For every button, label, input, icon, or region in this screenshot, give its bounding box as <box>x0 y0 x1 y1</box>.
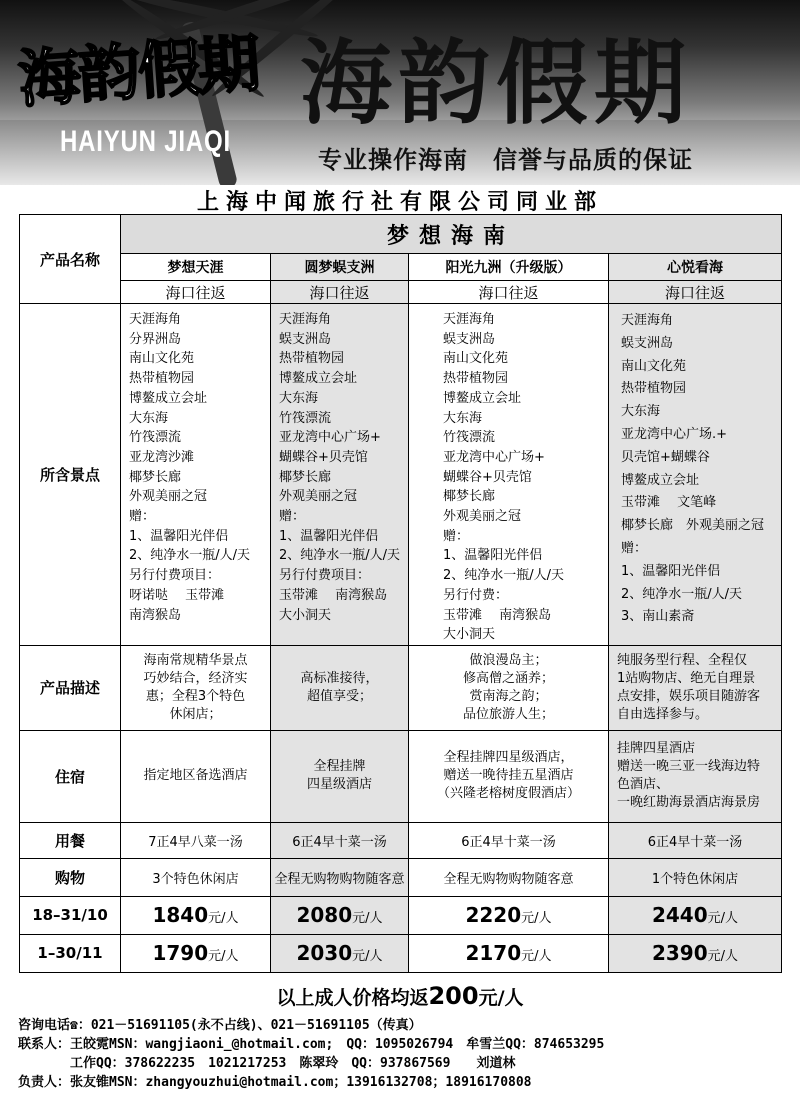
product-route: 海口往返 <box>609 281 782 304</box>
list-item: 2、纯净水一瓶/人/天 <box>621 586 743 602</box>
list-item: 巧妙结合，经济实 <box>143 670 248 686</box>
list-item: 亚龙湾中心广场+ <box>279 430 381 446</box>
product-description <box>271 645 409 730</box>
list-item: 高标准接待， <box>300 670 379 686</box>
list-item: 热带植物园 <box>129 371 195 387</box>
hotel-info <box>609 730 782 822</box>
list-item: 1站购物店、绝无自理景 <box>617 670 756 686</box>
product-description <box>121 645 271 730</box>
list-item: 赠： <box>443 528 470 544</box>
price-value: 1840 <box>152 903 209 928</box>
price-value: 2030 <box>296 941 353 966</box>
price-unit: 元/人 <box>521 911 552 927</box>
list-item: 博鳌成立会址 <box>279 371 358 387</box>
spots-list <box>271 304 409 646</box>
price-unit: 元/人 <box>352 911 383 927</box>
list-item: 外观美丽之冠 <box>279 489 358 505</box>
product-name: 梦想天涯 <box>121 254 271 281</box>
list-item: 赠送一晚三亚一线海边特 <box>617 759 761 775</box>
contact-line: 工作QQ：378622235 1021217253 陈翠玲 QQ：937867569 刘道林 <box>18 1056 516 1071</box>
meals-info: 6正4早十菜一汤 <box>271 822 409 858</box>
hotel-info <box>121 730 271 822</box>
list-item: 大东海 <box>443 410 483 426</box>
list-item: 2、纯净水一瓶/人/天 <box>279 548 401 564</box>
meals-info: 7正4早八菜一汤 <box>121 822 271 858</box>
list-item: 休闲店； <box>169 706 222 722</box>
slogan: 专业操作海南 信誉与品质的保证 <box>318 145 693 174</box>
price-value: 2080 <box>296 903 353 928</box>
row-label-date-nov: 1–30/11 <box>20 934 121 972</box>
brand-logo-calligraphy: 海韵假期 <box>300 29 693 137</box>
product-route: 海口往返 <box>409 281 609 304</box>
list-item: 1、温馨阳光伴侣 <box>279 528 379 544</box>
list-item: 做浪漫岛主； <box>469 652 548 668</box>
hotel-info <box>271 730 409 822</box>
table-title: 梦想海南 <box>121 215 782 254</box>
list-item: 椰梦长廊 <box>279 469 332 485</box>
company-name: 上海中闻旅行社有限公司同业部 <box>196 190 603 215</box>
list-item: 3、南山素斋 <box>621 609 695 625</box>
header-banner <box>0 0 800 185</box>
price-cell <box>271 934 409 972</box>
list-item: 蝴蝶谷+贝壳馆 <box>279 449 368 465</box>
price-value: 2390 <box>651 941 708 966</box>
list-item: 指定地区备选酒店 <box>143 768 248 784</box>
list-item: 赠： <box>129 509 156 525</box>
contact-info <box>18 1016 604 1092</box>
list-item: 玉带滩 南湾猴岛 <box>443 607 552 623</box>
list-item: 热带植物园 <box>443 371 509 387</box>
list-item: 全程挂牌四星级酒店， <box>443 750 574 766</box>
list-item: 椰梦长廊 <box>129 469 182 485</box>
price-value: 2440 <box>651 903 708 928</box>
row-label-hotel: 住宿 <box>20 730 121 822</box>
row-label-description: 产品描述 <box>20 645 121 730</box>
shopping-info: 1个特色休闲店 <box>609 858 782 896</box>
list-item: 修高僧之涵养； <box>462 670 554 686</box>
list-item: 蜈支洲岛 <box>279 331 332 347</box>
contact-line: 联系人：王皎霓MSN：wangjiaoni_@hotmail.com; QQ：1095026794 牟雪兰QQ：874653295 <box>18 1037 605 1052</box>
shopping-info: 3个特色休闲店 <box>121 858 271 896</box>
list-item: 玉带滩 文笔峰 <box>621 495 717 511</box>
hotel-info <box>409 730 609 822</box>
product-route: 海口往返 <box>121 281 271 304</box>
product-route: 海口往返 <box>271 281 409 304</box>
row-label-shopping: 购物 <box>20 858 121 896</box>
list-item: 南山文化苑 <box>129 351 195 367</box>
list-item: 品位旅游人生； <box>462 706 554 722</box>
list-item: 赏南海之韵； <box>469 688 548 704</box>
list-item: 超值享受； <box>306 688 372 704</box>
list-item: 椰梦长廊 <box>443 489 496 505</box>
price-unit: 元/人 <box>707 911 739 927</box>
product-table <box>19 214 782 973</box>
spots-list <box>121 304 271 646</box>
price-unit: 元/人 <box>208 911 239 927</box>
price-cell <box>409 896 609 934</box>
list-item: 1、温馨阳光伴侣 <box>129 528 229 544</box>
list-item: 1、温馨阳光伴侣 <box>443 548 543 564</box>
list-item: 亚龙湾中心广场+ <box>443 449 545 465</box>
list-item: 亚龙湾中心广场.+ <box>621 426 728 442</box>
list-item: 色酒店、 <box>617 777 670 793</box>
meals-info: 6正4早十菜一汤 <box>609 822 782 858</box>
price-value: 1790 <box>152 941 209 966</box>
meals-info: 6正4早十菜一汤 <box>409 822 609 858</box>
price-cell <box>609 934 782 972</box>
list-item: 南山文化苑 <box>443 351 509 367</box>
list-item: 大东海 <box>129 410 169 426</box>
list-item: 2、纯净水一瓶/人/天 <box>443 568 565 584</box>
list-item: 竹筏漂流 <box>443 430 496 446</box>
row-label-date-oct: 18–31/10 <box>20 896 121 934</box>
shopping-info: 全程无购物购物随客意 <box>409 858 609 896</box>
list-item: 天涯海角 <box>129 312 182 327</box>
list-item: 赠： <box>621 540 648 556</box>
list-item: 外观美丽之冠 <box>443 509 522 525</box>
list-item: 外观美丽之冠 <box>129 489 208 505</box>
rebate-notice <box>0 982 800 1010</box>
list-item: 全程挂牌 <box>313 759 366 775</box>
product-name: 心悦看海 <box>609 254 782 281</box>
price-unit: 元/人 <box>521 949 552 965</box>
list-item: 蜈支洲岛 <box>621 335 674 351</box>
list-item: 天涯海角 <box>621 313 674 328</box>
list-item: 亚龙湾沙滩 <box>129 449 195 465</box>
list-item: （兴隆老榕树度假酒店） <box>436 786 580 802</box>
list-item: 蜈支洲岛 <box>443 331 496 347</box>
price-value: 2170 <box>465 941 522 966</box>
list-item: 赠： <box>279 509 306 525</box>
product-name: 阳光九洲（升级版） <box>409 254 609 281</box>
list-item: 天涯海角 <box>279 312 332 327</box>
spots-list <box>409 304 609 646</box>
rebate-amount: 200 <box>428 982 479 1010</box>
list-item: 贝壳馆+蝴蝶谷 <box>621 449 710 465</box>
list-item: 分界洲岛 <box>129 331 182 347</box>
price-cell <box>409 934 609 972</box>
row-label-spots: 所含景点 <box>20 304 121 646</box>
list-item: 热带植物园 <box>621 381 687 397</box>
list-item: 纯服务型行程、全程仅 <box>617 652 748 668</box>
list-item: 呀诺哒 玉带滩 <box>129 587 225 603</box>
list-item: 海南常规精华景点 <box>143 652 248 668</box>
list-item: 2、纯净水一瓶/人/天 <box>129 548 251 564</box>
list-item: 大东海 <box>621 404 661 420</box>
price-unit: 元/人 <box>208 949 239 965</box>
list-item: 蝴蝶谷+贝壳馆 <box>443 469 532 485</box>
contact-line: 负责人：张友锥MSN：zhangyouzhui@hotmail.com；13916132708；18916170808 <box>18 1075 532 1090</box>
product-name: 圆梦蜈支洲 <box>271 254 409 281</box>
list-item: 南山文化苑 <box>621 358 687 374</box>
price-cell <box>121 934 271 972</box>
list-item: 竹筏漂流 <box>279 410 332 426</box>
list-item: 大东海 <box>279 390 319 406</box>
product-description <box>409 645 609 730</box>
list-item: 另行付费项目： <box>279 568 371 584</box>
list-item: 四星级酒店 <box>306 777 372 793</box>
row-label-meals: 用餐 <box>20 822 121 858</box>
list-item: 玉带滩 南湾猴岛 <box>279 587 388 603</box>
list-item: 大小洞天 <box>279 607 332 623</box>
list-item: 1、温馨阳光伴侣 <box>621 563 721 579</box>
price-unit: 元/人 <box>707 949 739 965</box>
contact-line: 咨询电话☎：021－51691105(永不占线)、021－51691105（传真） <box>18 1018 422 1033</box>
brand-logo-small: 海韵假期 <box>16 26 261 117</box>
list-item: 另行付费： <box>443 587 509 603</box>
list-item: 博鳌成立会址 <box>621 472 700 488</box>
price-cell <box>121 896 271 934</box>
list-item: 竹筏漂流 <box>129 430 182 446</box>
shopping-info: 全程无购物购物随客意 <box>271 858 409 896</box>
list-item: 赠送一晚待挂五星酒店 <box>443 768 574 784</box>
list-item: 挂牌四星酒店 <box>617 741 696 757</box>
list-item: 一晚红勘海景酒店海景房 <box>617 795 761 811</box>
list-item: 博鳌成立会址 <box>129 390 208 406</box>
price-cell <box>609 896 782 934</box>
list-item: 南湾猴岛 <box>129 607 182 623</box>
list-item: 大小洞天 <box>443 627 496 643</box>
spots-list <box>609 304 782 646</box>
list-item: 天涯海角 <box>443 312 496 327</box>
list-item: 博鳌成立会址 <box>443 390 522 406</box>
list-item: 惠；全程3个特色 <box>145 688 246 704</box>
product-description <box>609 645 782 730</box>
price-cell <box>271 896 409 934</box>
row-label-product-name: 产品名称 <box>20 215 121 304</box>
list-item: 椰梦长廊 外观美丽之冠 <box>621 518 765 534</box>
rebate-suffix: 元/人 <box>478 987 524 1009</box>
brand-pinyin: HAIYUN JIAQI <box>60 125 231 158</box>
list-item: 另行付费项目： <box>129 568 221 584</box>
price-value: 2220 <box>465 903 522 928</box>
list-item: 自由选择参与。 <box>617 706 709 722</box>
list-item: 点安排，娱乐项目随游客 <box>617 688 761 704</box>
price-unit: 元/人 <box>352 949 383 965</box>
rebate-prefix: 以上成人价格均返 <box>276 987 429 1009</box>
list-item: 热带植物园 <box>279 351 345 367</box>
